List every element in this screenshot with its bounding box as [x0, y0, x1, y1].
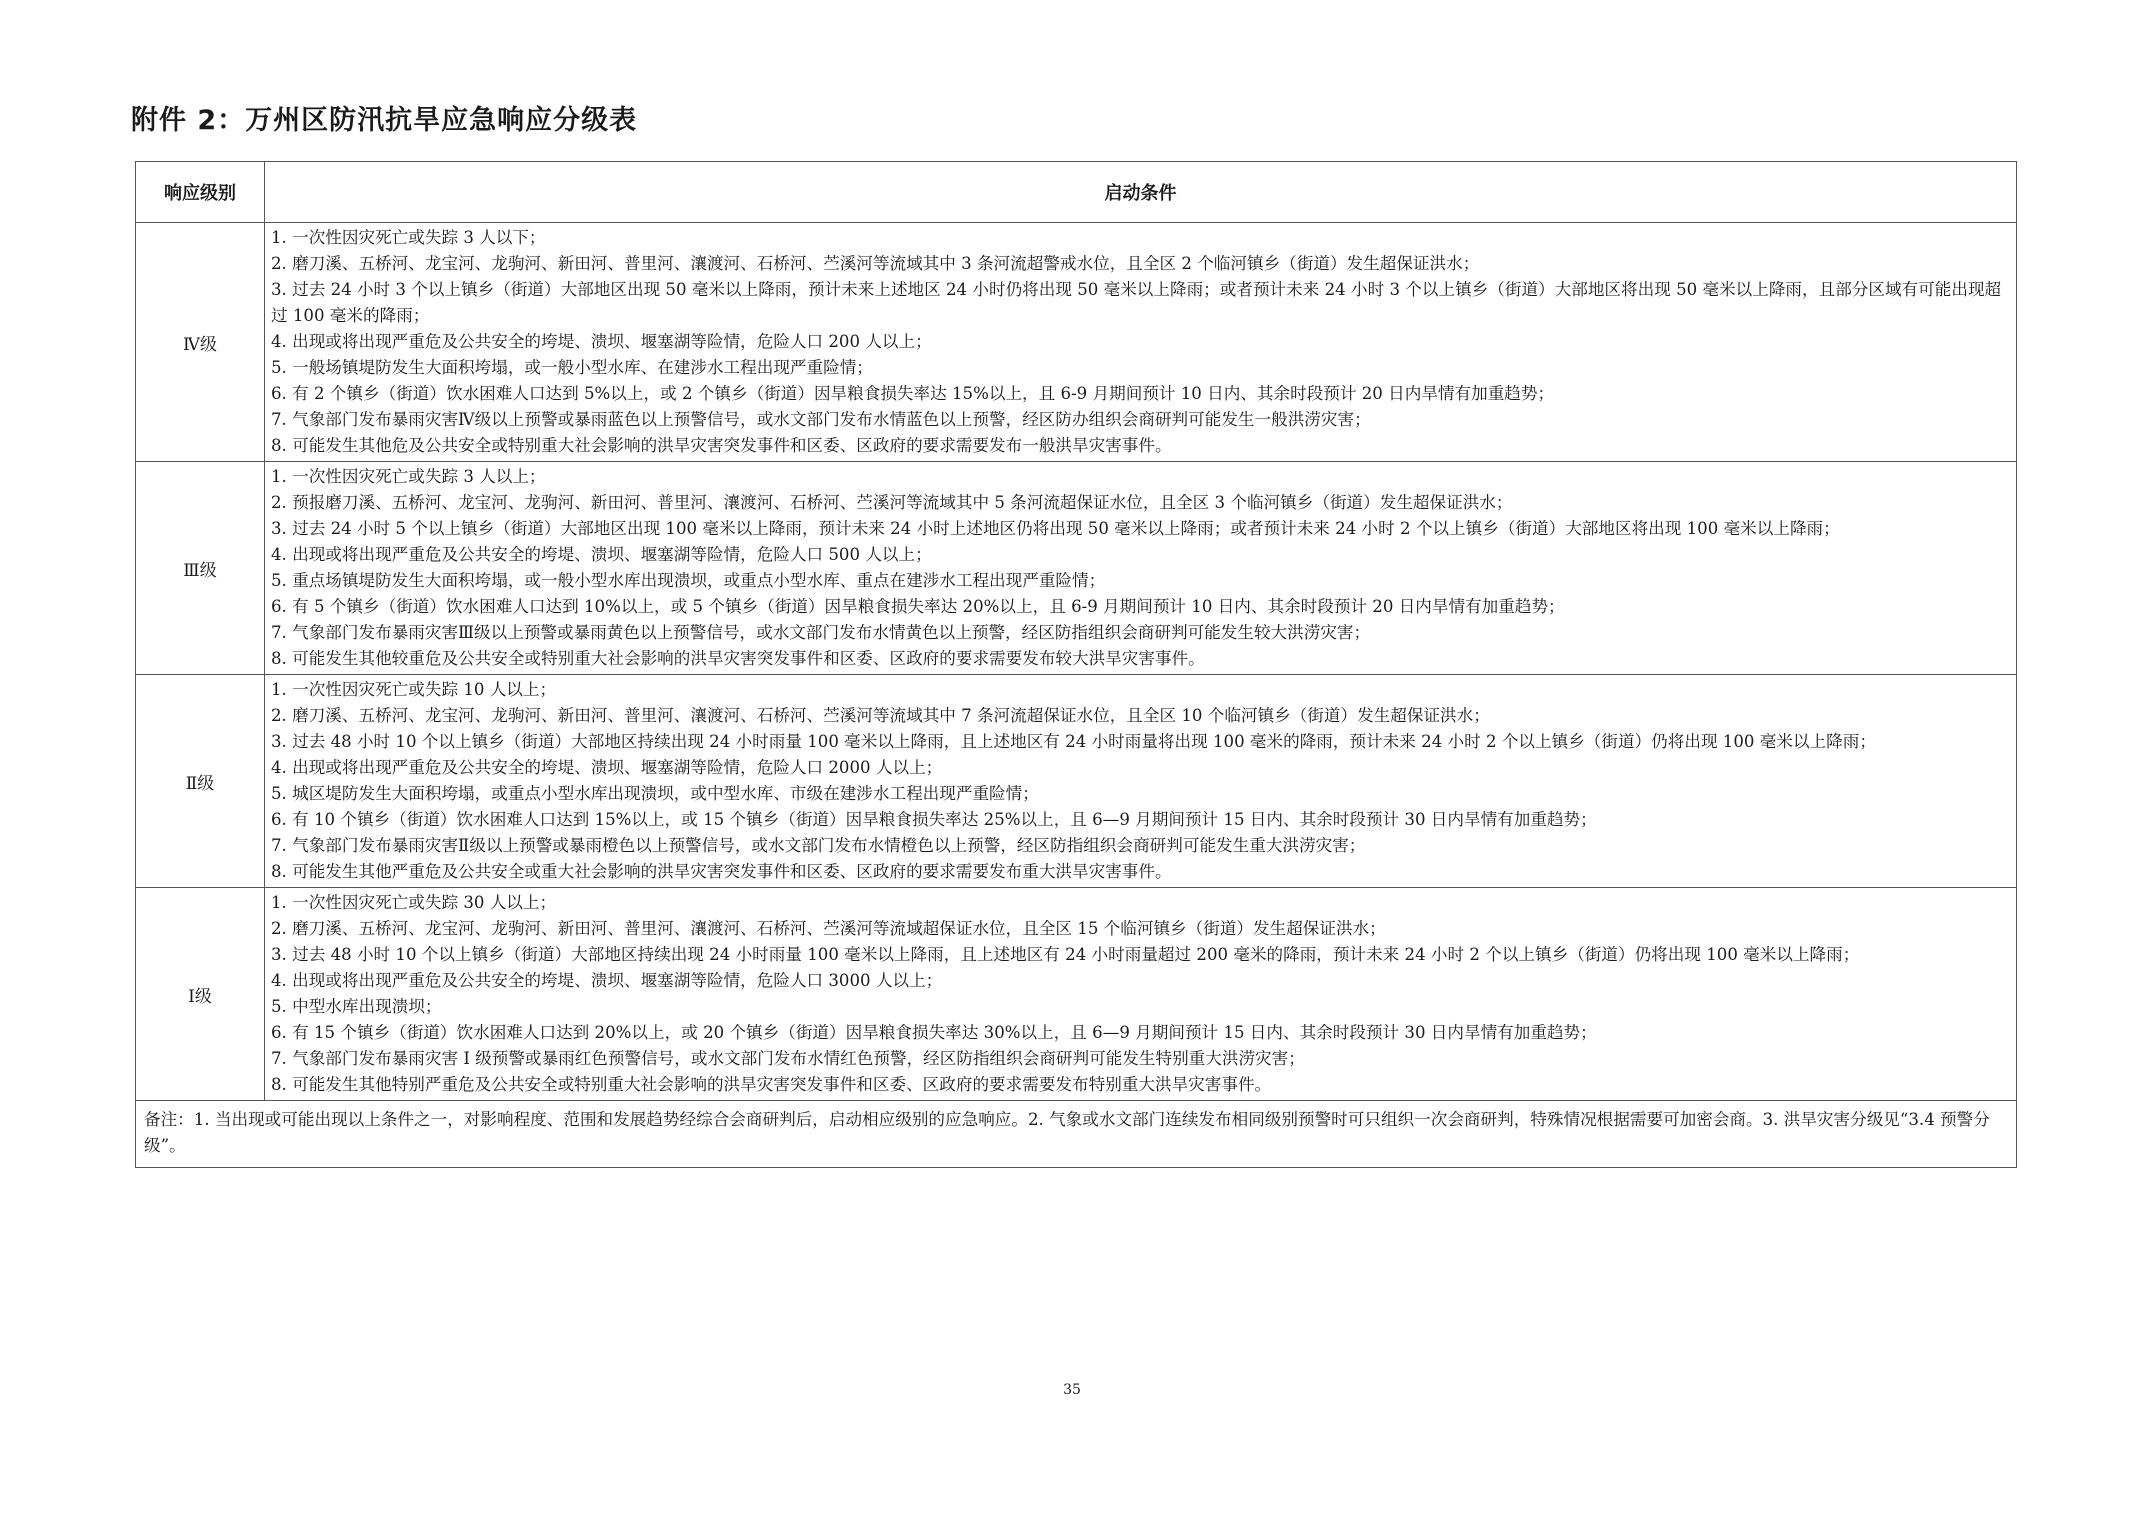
condition-item: 1. 一次性因灾死亡或失踪 10 人以上；: [271, 680, 557, 699]
table-row: [136, 888, 2017, 1101]
condition-item: 6. 有 10 个镇乡（街道）饮水困难人口达到 15%以上，或 15 个镇乡（街道）因旱粮食损失率达 25%以上，且 6—9 月期间预计 15 日内、其余时段预计 30 日内旱情有加重趋势；: [271, 810, 1597, 829]
condition-item: 8. 可能发生其他严重危及公共安全或重大社会影响的洪旱灾害突发事件和区委、区政府的要求需要发布重大洪旱灾害事件。: [271, 862, 1172, 881]
condition-item: 7. 气象部门发布暴雨灾害Ⅱ级以上预警或暴雨橙色以上预警信号，或水文部门发布水情橙色以上预警，经区防指组织会商研判可能发生重大洪涝灾害；: [271, 836, 1366, 855]
header-level: 响应级别: [136, 162, 265, 223]
note-row: [136, 1101, 2017, 1168]
condition-item: 1. 一次性因灾死亡或失踪 3 人以下；: [271, 228, 546, 247]
conditions-cell: [265, 675, 2017, 888]
condition-item: 6. 有 15 个镇乡（街道）饮水困难人口达到 20%以上，或 20 个镇乡（街道）因旱粮食损失率达 30%以上，且 6—9 月期间预计 15 日内、其余时段预计 30 日内旱情有加重趋势；: [271, 1023, 1597, 1042]
page-title: 附件 2：万州区防汛抗旱应急响应分级表: [131, 105, 638, 136]
condition-item: 6. 有 2 个镇乡（街道）饮水困难人口达到 5%以上，或 2 个镇乡（街道）因旱粮食损失率达 15%以上，且 6-9 月期间预计 10 日内、其余时段预计 20 日内旱情有加重趋势；: [271, 384, 1555, 403]
condition-item: 7. 气象部门发布暴雨灾害Ⅲ级以上预警或暴雨黄色以上预警信号，或水文部门发布水情黄色以上预警，经区防指组织会商研判可能发生较大洪涝灾害；: [271, 623, 1371, 642]
condition-item: 5. 城区堤防发生大面积垮塌，或重点小型水库出现溃坝，或中型水库、市级在建涉水工程出现严重险情；: [271, 784, 1039, 803]
table-header-row: [136, 162, 2017, 223]
condition-item: 8. 可能发生其他危及公共安全或特别重大社会影响的洪旱灾害突发事件和区委、区政府的要求需要发布一般洪旱灾害事件。: [271, 436, 1172, 455]
conditions-cell: [265, 888, 2017, 1101]
level-cell: Ⅳ级: [136, 223, 265, 462]
condition-item: 4. 出现或将出现严重危及公共安全的垮堤、溃坝、堰塞湖等险情，危险人口 2000 人以上；: [271, 758, 943, 777]
condition-item: 2. 磨刀溪、五桥河、龙宝河、龙驹河、新田河、普里河、瀼渡河、石桥河、苎溪河等流域超保证水位，且全区 15 个临河镇乡（街道）发生超保证洪水；: [271, 919, 1386, 938]
table-row: [136, 675, 2017, 888]
condition-item: 3. 过去 48 小时 10 个以上镇乡（街道）大部地区持续出现 24 小时雨量 100 毫米以上降雨，且上述地区有 24 小时雨量将出现 100 毫米的降雨，预计未来 24 小时 2 个以上镇乡（街道）仍将出现 100 毫米以上降雨；: [271, 732, 1876, 751]
table-row: [136, 462, 2017, 675]
level-cell: Ⅲ级: [136, 462, 265, 675]
condition-item: 2. 预报磨刀溪、五桥河、龙宝河、龙驹河、新田河、普里河、瀼渡河、石桥河、苎溪河等流域其中 5 条河流超保证水位，且全区 3 个临河镇乡（街道）发生超保证洪水；: [271, 493, 1513, 512]
condition-item: 7. 气象部门发布暴雨灾害 Ⅰ 级预警或暴雨红色预警信号，或水文部门发布水情红色预警，经区防指组织会商研判可能发生特别重大洪涝灾害；: [271, 1049, 1305, 1068]
condition-item: 8. 可能发生其他特别严重危及公共安全或特别重大社会影响的洪旱灾害突发事件和区委、区政府的要求需要发布特别重大洪旱灾害事件。: [271, 1075, 1272, 1094]
condition-item: 1. 一次性因灾死亡或失踪 3 人以上；: [271, 467, 546, 486]
condition-item: 4. 出现或将出现严重危及公共安全的垮堤、溃坝、堰塞湖等险情，危险人口 3000 人以上；: [271, 971, 943, 990]
condition-item: 5. 重点场镇堤防发生大面积垮塌，或一般小型水库出现溃坝，或重点小型水库、重点在建涉水工程出现严重险情；: [271, 571, 1106, 590]
header-conditions: 启动条件: [265, 162, 2017, 223]
condition-item: 4. 出现或将出现严重危及公共安全的垮堤、溃坝、堰塞湖等险情，危险人口 500 人以上；: [271, 545, 932, 564]
page-number: 35: [1063, 1382, 1081, 1398]
condition-item: 3. 过去 48 小时 10 个以上镇乡（街道）大部地区持续出现 24 小时雨量 100 毫米以上降雨，且上述地区有 24 小时雨量超过 200 毫米的降雨，预计未来 24 小时 2 个以上镇乡（街道）仍将出现 100 毫米以上降雨；: [271, 945, 1860, 964]
conditions-cell: [265, 462, 2017, 675]
condition-item: 8. 可能发生其他较重危及公共安全或特别重大社会影响的洪旱灾害突发事件和区委、区政府的要求需要发布较大洪旱灾害事件。: [271, 649, 1205, 668]
condition-item: 3. 过去 24 小时 3 个以上镇乡（街道）大部地区出现 50 毫米以上降雨，预计未来上述地区 24 小时仍将出现 50 毫米以上降雨；或者预计未来 24 小时 3 个以上镇乡（街道）大部地区将出现 50 毫米以上降雨，且部分区域有可能出现超过 100 毫米的降雨；: [271, 280, 2002, 325]
level-cell: Ⅰ级: [136, 888, 265, 1101]
condition-item: 1. 一次性因灾死亡或失踪 30 人以上；: [271, 893, 557, 912]
condition-item: 5. 一般场镇堤防发生大面积垮塌，或一般小型水库、在建涉水工程出现严重险情；: [271, 358, 873, 377]
condition-item: 6. 有 5 个镇乡（街道）饮水困难人口达到 10%以上，或 5 个镇乡（街道）因旱粮食损失率达 20%以上，且 6-9 月期间预计 10 日内、其余时段预计 20 日内旱情有加重趋势；: [271, 597, 1565, 616]
note-text: 备注：1. 当出现或可能出现以上条件之一，对影响程度、范围和发展趋势经综合会商研判后，启动相应级别的应急响应。2. 气象或水文部门连续发布相同级别预警时可只组织一次会商研判，特殊情况根据需要可加密会商。3. 洪旱灾害分级见“3.4 预警分级”。: [136, 1101, 2017, 1168]
condition-item: 7. 气象部门发布暴雨灾害Ⅳ级以上预警或暴雨蓝色以上预警信号，或水文部门发布水情蓝色以上预警，经区防办组织会商研判可能发生一般洪涝灾害；: [271, 410, 1371, 429]
condition-item: 5. 中型水库出现溃坝；: [271, 997, 442, 1016]
condition-item: 4. 出现或将出现严重危及公共安全的垮堤、溃坝、堰塞湖等险情，危险人口 200 人以上；: [271, 332, 932, 351]
response-level-table: [135, 161, 2017, 1168]
condition-item: 3. 过去 24 小时 5 个以上镇乡（街道）大部地区出现 100 毫米以上降雨，预计未来 24 小时上述地区仍将出现 50 毫米以上降雨；或者预计未来 24 小时 2 个以上镇乡（街道）大部地区将出现 100 毫米以上降雨；: [271, 519, 1840, 538]
condition-item: 2. 磨刀溪、五桥河、龙宝河、龙驹河、新田河、普里河、瀼渡河、石桥河、苎溪河等流域其中 3 条河流超警戒水位，且全区 2 个临河镇乡（街道）发生超保证洪水；: [271, 254, 1480, 273]
conditions-cell: [265, 223, 2017, 462]
table-row: [136, 223, 2017, 462]
level-cell: Ⅱ级: [136, 675, 265, 888]
condition-item: 2. 磨刀溪、五桥河、龙宝河、龙驹河、新田河、普里河、瀼渡河、石桥河、苎溪河等流域其中 7 条河流超保证水位，且全区 10 个临河镇乡（街道）发生超保证洪水；: [271, 706, 1490, 725]
